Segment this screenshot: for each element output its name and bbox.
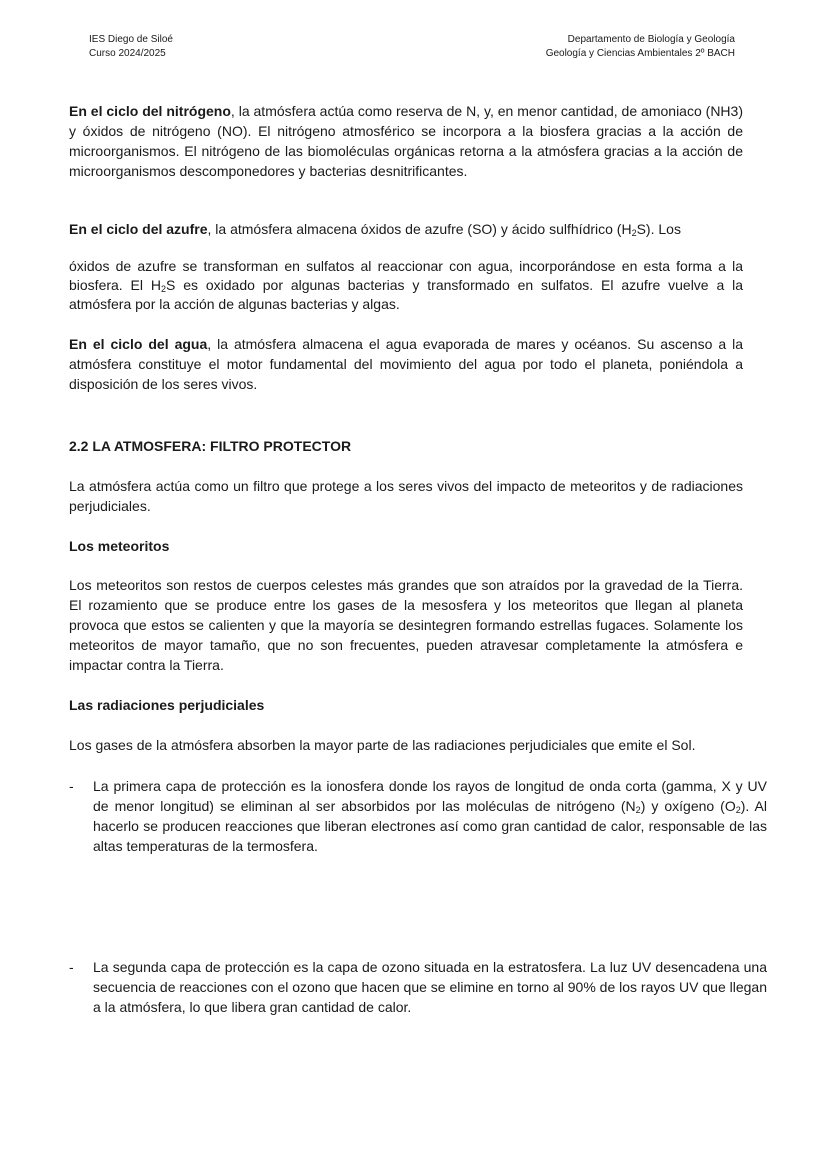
ionosphere-text-2: ) y oxígeno (O [640,798,736,814]
school-name: IES Diego de Siloé [89,34,173,45]
nitrogen-subscript: 2 [635,805,641,815]
nitrogen-cycle-text: , la atmósfera actúa como reserva de N, y, en menor cantidad, de amoniaco (NH3) y óxidos de nitrógeno (NO). El nitrógeno atmosférico se incorpora a la biosfera gracias a la acción de microorganismos. El nitrógeno de las biomoléculas orgánicas retorna a la atmósfera gracias a la acción de microorganismos descomponedores y bacterias desnitrificantes. [69,103,743,179]
water-cycle-lead: En el ciclo del agua [69,336,208,352]
department-name: Departamento de Biología y Geología [567,34,735,45]
nitrogen-cycle-lead: En el ciclo del nitrógeno [69,103,231,119]
ozone-layer-text: La segunda capa de protección es la capa de ozono situada en la estratosfera. La luz UV desencadena una secuencia de reacciones con el ozono que hacen que se elimine en torno al 90% de los rayos UV que llegan a la atmósfera, lo que libera gran cantidad de calor. [93,959,767,1015]
sulfur-cycle-text-3: óxidos de azufre se transforman en sulfatos al reaccionar con agua, incorporándose en esta forma a la biosfera. El H [69,258,743,293]
ionosphere-text-3: ). Al hacerlo se producen reacciones que liberan electrones así como gran cantidad de calor, responsable de las altas temperaturas de la termosfera. [93,798,767,854]
radiation-intro: Los gases de la atmósfera absorben la mayor parte de las radiaciones perjudiciales que emite el Sol. [69,737,696,753]
water-cycle-paragraph [69,334,743,394]
section-title: 2.2 LA ATMOSFERA: FILTRO PROTECTOR [69,438,352,454]
sulfur-subscript-2: 2 [160,284,166,294]
oxygen-subscript: 2 [735,805,741,815]
sulfur-subscript-1: 2 [631,228,637,238]
nitrogen-cycle-paragraph [69,101,743,181]
sulfur-cycle-paragraph-2 [69,257,743,314]
section-intro: La atmósfera actúa como un filtro que protege a los seres vivos del impacto de meteoritos y de radiaciones perjudiciales. [69,478,743,514]
water-cycle-text: , la atmósfera almacena el agua evaporada de mares y océanos. Su ascenso a la atmósfera constituye el motor fundamental del movimiento del agua por todo el planeta, poniéndola a disposición de los seres vivos. [69,336,743,392]
list-dash: - [69,778,74,794]
list-dash: - [69,959,74,975]
course-name: Geología y Ciencias Ambientales 2º BACH [545,48,735,59]
sulfur-cycle-paragraph-1 [69,219,743,239]
sulfur-cycle-text-4: S es oxidado por algunas bacterias y transformado en sulfatos. El azufre vuelve a la atmósfera por la acción de algunas bacterias y algas. [69,277,743,312]
school-year: Curso 2024/2025 [89,48,166,59]
list-item [69,957,767,1017]
meteorites-paragraph: Los meteoritos son restos de cuerpos celestes más grandes que son atraídos por la gravedad de la Tierra. El rozamiento que se produce entre los gases de la mesosfera y los meteoritos que llegan al planeta provoca que estos se calienten y que la mayoría se desintegren formando estrellas fugaces. Solamente los meteoritos de mayor tamaño, que no son frecuentes, pueden atravesar completamente la atmósfera e impactar contra la Tierra. [69,577,743,673]
sulfur-cycle-text-1: , la atmósfera almacena óxidos de azufre (SO) y ácido sulfhídrico (H [207,221,632,237]
ionosphere-text-1: La primera capa de protección es la ionosfera donde los rayos de longitud de onda corta (gamma, X y UV de menor longitud) se eliminan al ser absorbidos por las moléculas de nitrógeno (N [93,778,767,814]
header-right [546,33,735,61]
radiation-title: Las radiaciones perjudiciales [69,697,265,713]
list-item [69,776,767,856]
header-left [89,33,173,61]
sulfur-cycle-text-2: S). Los [636,221,681,237]
sulfur-cycle-lead: En el ciclo del azufre [69,221,208,237]
meteorites-title: Los meteoritos [69,538,170,554]
